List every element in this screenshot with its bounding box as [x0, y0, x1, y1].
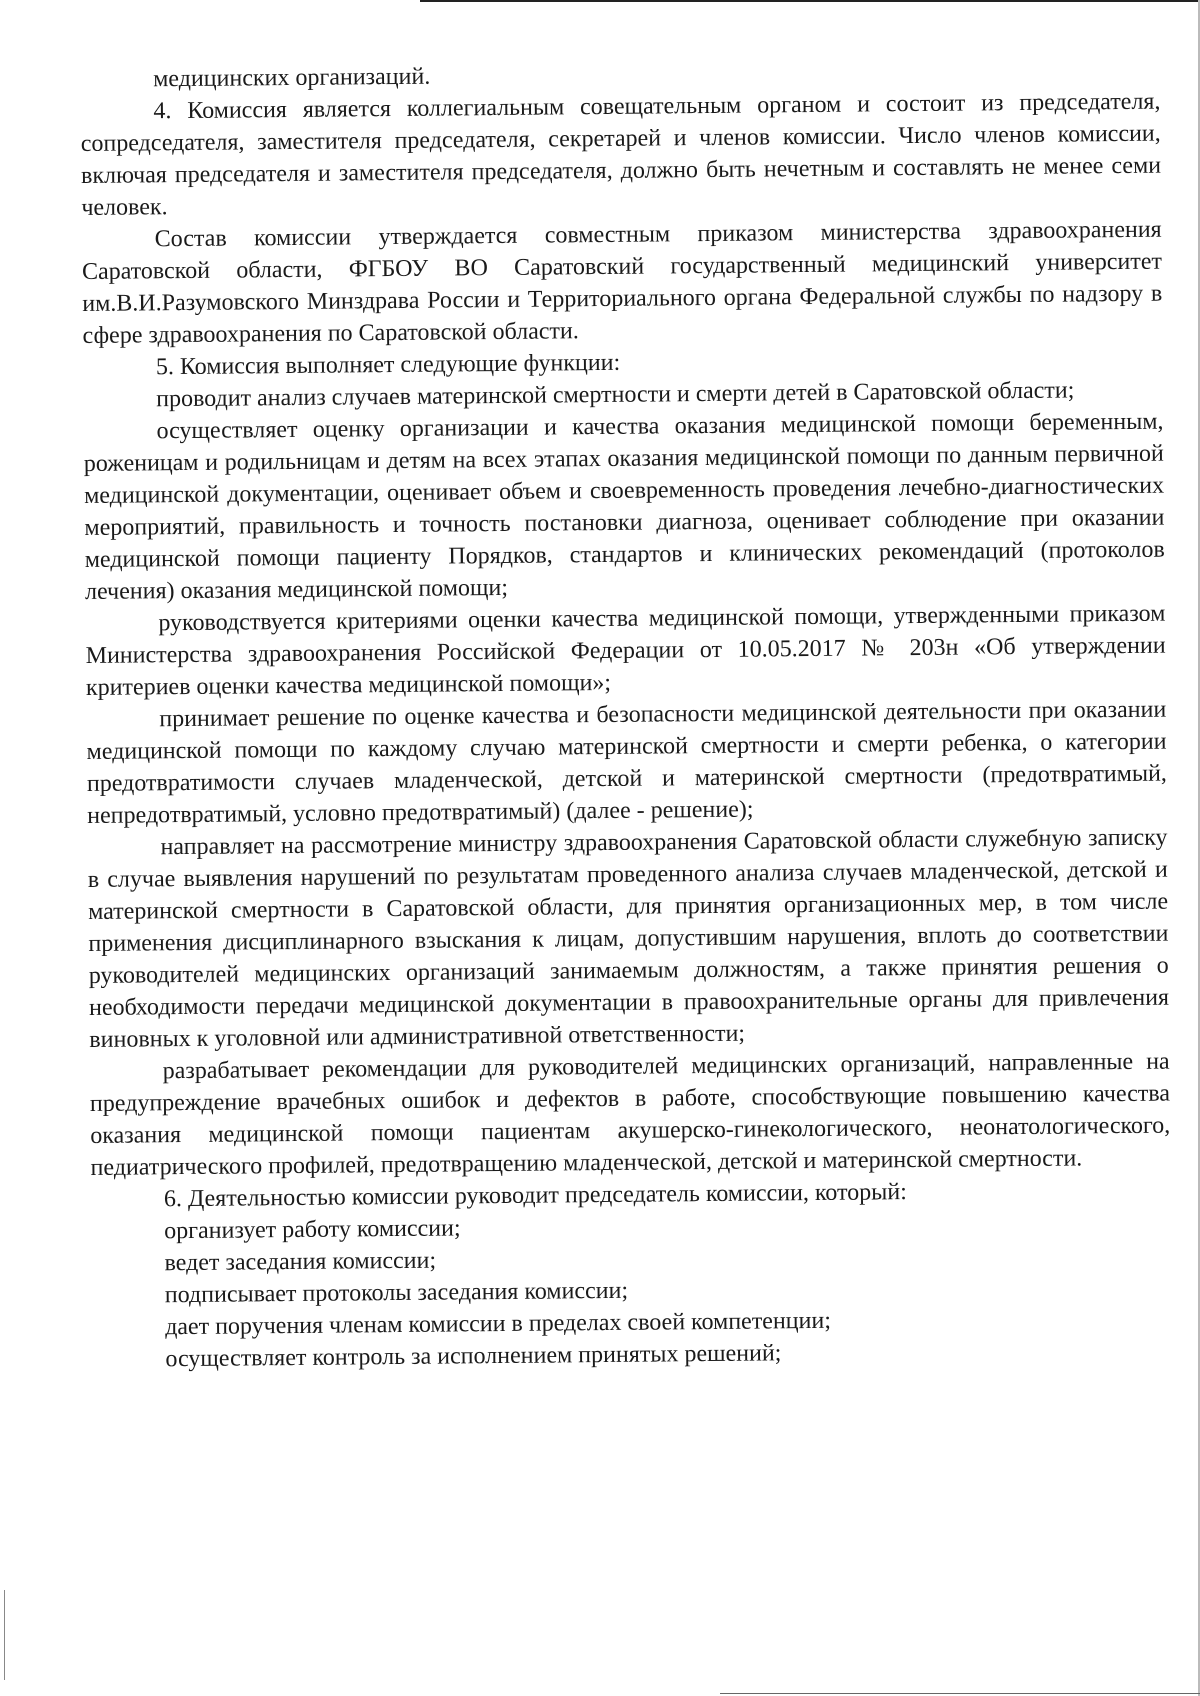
- scan-edge-top: [420, 0, 1200, 2]
- paragraph-item-5-heading: 5. Комиссия выполняет следующие функции:: [155, 349, 621, 381]
- paragraph-function-recommendations: разрабатывает рекомендации для руководителей медицинских организаций, направленные на предупреждение врачебных ошибок и дефектов в работе, способствующие повышению качества оказания медицинской помощи пациентам акушерско-гинекологического, неонатологического, педиатрического профилей, предотвращению младенческой, детской и материнской смертности.: [89, 1048, 1171, 1181]
- paragraph-function-decision: принимает решение по оценке качества и безопасности медицинской деятельности при оказании медицинской помощи по каждому случаю материнской смертности и смерти ребенка, о категории предотвратимости случаев младенческой, детской и материнской смертности (предотвратимый, непредотвратимый, условно предотвратимый) (далее - решение);: [86, 696, 1167, 829]
- document-page: [80, 54, 1173, 1376]
- paragraph-chair-duty-1: организует работу комиссии;: [164, 1215, 461, 1245]
- paragraph-chair-duty-5: осуществляет контроль за исполнением принятых решений;: [165, 1340, 782, 1373]
- scan-mark-left: [4, 1590, 5, 1680]
- paragraph-chair-duty-4: дает поручения членам комиссии в пределах своей компетенции;: [165, 1307, 832, 1341]
- paragraph-function-criteria: руководствуется критериями оценки качества медицинской помощи, утвержденными приказом Министерства здравоохранения Российской Федерации от 10.05.2017 № 203н «Об утверждении критериев оценки качества медицинской помощи»;: [85, 600, 1166, 701]
- paragraph-commission-composition: Состав комиссии утверждается совместным приказом министерства здравоохранения Саратовской области, ФГБОУ ВО Саратовский государственный медицинский университет им.В.И.Разумовского Минздрава России и Территориального органа Федеральной службы по надзору в сфере здравоохранения по Саратовской области.: [81, 216, 1163, 349]
- scan-edge-bottom: [720, 1693, 1200, 1694]
- paragraph-function-referral: направляет на рассмотрение министру здравоохранения Саратовской области служебную записку в случае выявления нарушений по результатам проведенного анализа случаев младенческой, детской и материнской смертности в Саратовской области, для принятия организационных мер, в том числе применения дисциплинарного взыскания к лицам, допустившим нарушения, вплоть до соответствии руководителей медицинских организаций занимаемым должностям, а также принятия решения о необходимости передачи медицинской документации в правоохранительные органы для привлечения виновных к уголовной или административной ответственности;: [87, 824, 1170, 1053]
- paragraph-chair-duty-2: ведет заседания комиссии;: [164, 1247, 437, 1277]
- paragraph-function-assessment: осуществляет оценку организации и качества оказания медицинской помощи беременным, роженицам и родильницам и детям на всех этапах оказания медицинской помощи по данным первичной медицинской документации, оценивает объем и своевременность проведения лечебно-диагностических мероприятий, правильность и точность постановки диагноза, оценивает соблюдение при оказании медицинской помощи пациенту Порядков, стандартов и клинических рекомендаций (протоколов лечения) оказания медицинской помощи;: [83, 408, 1165, 605]
- paragraph-item-6-heading: 6. Деятельностью комиссии руководит председатель комиссии, который:: [163, 1179, 907, 1213]
- paragraph-item-4: 4. Комиссия является коллегиальным совещательным органом и состоит из председателя, сопредседателя, заместителя председателя, секретарей и членов комиссии. Число членов комиссии, включая председателя и заместителя председателя, должно быть нечетным и составлять не менее семи человек.: [80, 88, 1162, 221]
- paragraph-continuation: медицинских организаций.: [153, 63, 431, 93]
- paragraph-chair-duty-3: подписывает протоколы заседания комиссии;: [164, 1277, 629, 1309]
- paragraph-function-analysis: проводит анализ случаев материнской смертности и смерти детей в Саратовской области;: [156, 377, 1075, 413]
